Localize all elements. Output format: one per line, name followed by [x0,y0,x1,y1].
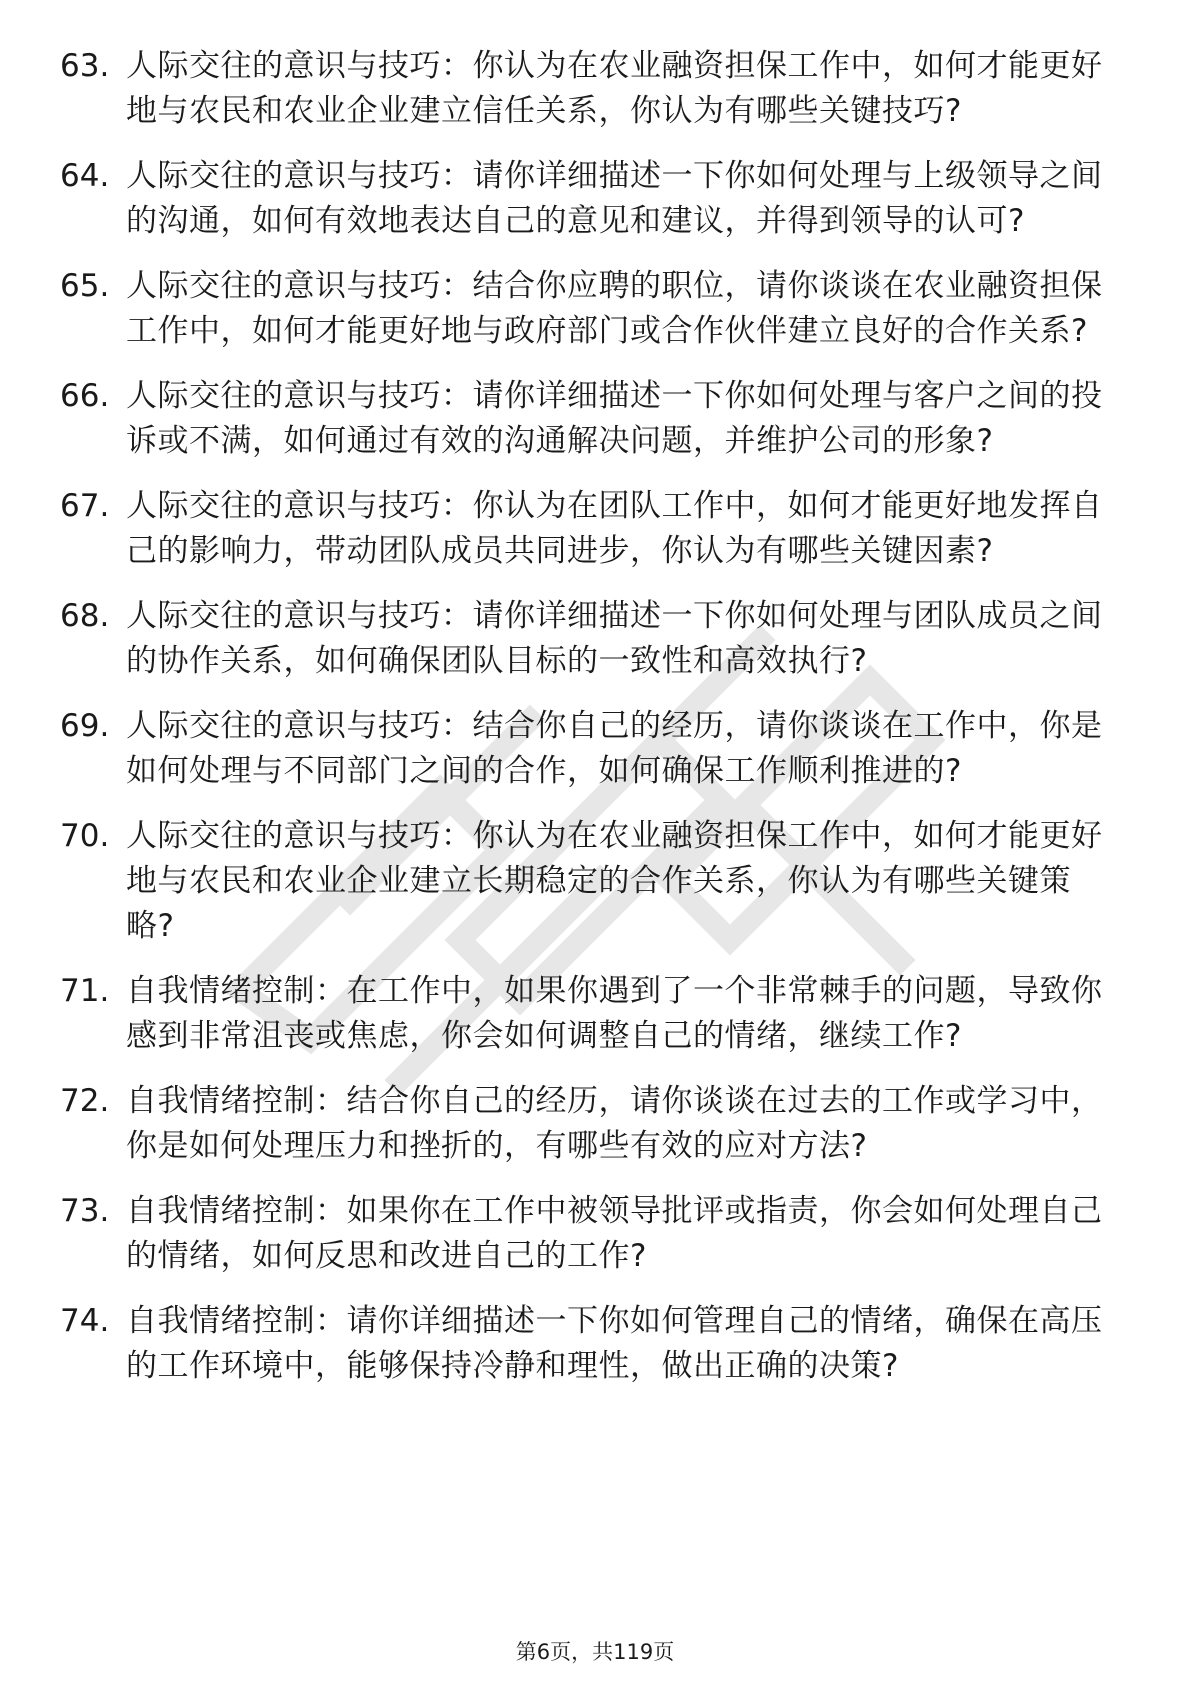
question-number: 74. [60,1303,110,1339]
question-number: 71. [60,973,110,1009]
list-item [60,484,1110,574]
list-item [60,1189,1110,1279]
question-text: 人际交往的意识与技巧：你认为在农业融资担保工作中，如何才能更好地与农民和农业企业建立信任关系，你认为有哪些关键技巧? [126,48,1103,129]
question-text: 自我情绪控制：在工作中，如果你遇到了一个非常棘手的问题，导致你感到非常沮丧或焦虑，你会如何调整自己的情绪，继续工作? [126,973,1103,1054]
question-number: 69. [60,708,110,744]
question-text: 人际交往的意识与技巧：你认为在团队工作中，如何才能更好地发挥自己的影响力，带动团队成员共同进步，你认为有哪些关键因素? [126,488,1103,569]
question-text: 人际交往的意识与技巧：结合你自己的经历，请你谈谈在工作中，你是如何处理与不同部门之间的合作，如何确保工作顺利推进的? [126,708,1103,789]
question-number: 68. [60,598,110,634]
list-item [60,814,1110,949]
question-number: 72. [60,1083,110,1119]
question-number: 73. [60,1193,110,1229]
question-text: 自我情绪控制：结合你自己的经历，请你谈谈在过去的工作或学习中，你是如何处理压力和挫折的，有哪些有效的应对方法? [126,1083,1103,1164]
question-number: 65. [60,268,110,304]
question-text: 人际交往的意识与技巧：结合你应聘的职位，请你谈谈在农业融资担保工作中，如何才能更好地与政府部门或合作伙伴建立良好的合作关系? [126,268,1103,349]
list-item [60,264,1110,354]
question-number: 63. [60,48,110,84]
question-number: 70. [60,818,110,854]
list-item [60,969,1110,1059]
list-item [60,1299,1110,1389]
list-item [60,594,1110,684]
question-text: 人际交往的意识与技巧：请你详细描述一下你如何处理与客户之间的投诉或不满，如何通过有效的沟通解决问题，并维护公司的形象? [126,378,1103,459]
list-item [60,1079,1110,1169]
list-item [60,154,1110,244]
question-number: 67. [60,488,110,524]
question-text: 自我情绪控制：如果你在工作中被领导批评或指责，你会如何处理自己的情绪，如何反思和改进自己的工作? [126,1193,1103,1274]
list-item [60,704,1110,794]
question-list [60,44,1110,1409]
question-number: 66. [60,378,110,414]
list-item [60,44,1110,134]
question-text: 自我情绪控制：请你详细描述一下你如何管理自己的情绪，确保在高压的工作环境中，能够保持冷静和理性，做出正确的决策? [126,1303,1103,1384]
page-number-label: 第6页，共119页 [515,1640,675,1664]
question-text: 人际交往的意识与技巧：请你详细描述一下你如何处理与上级领导之间的沟通，如何有效地表达自己的意见和建议，并得到领导的认可? [126,158,1103,239]
list-item [60,374,1110,464]
question-number: 64. [60,158,110,194]
question-text: 人际交往的意识与技巧：你认为在农业融资担保工作中，如何才能更好地与农民和农业企业建立长期稳定的合作关系，你认为有哪些关键策略? [126,818,1103,944]
page-footer [0,1636,1190,1666]
question-text: 人际交往的意识与技巧：请你详细描述一下你如何处理与团队成员之间的协作关系，如何确保团队目标的一致性和高效执行? [126,598,1103,679]
